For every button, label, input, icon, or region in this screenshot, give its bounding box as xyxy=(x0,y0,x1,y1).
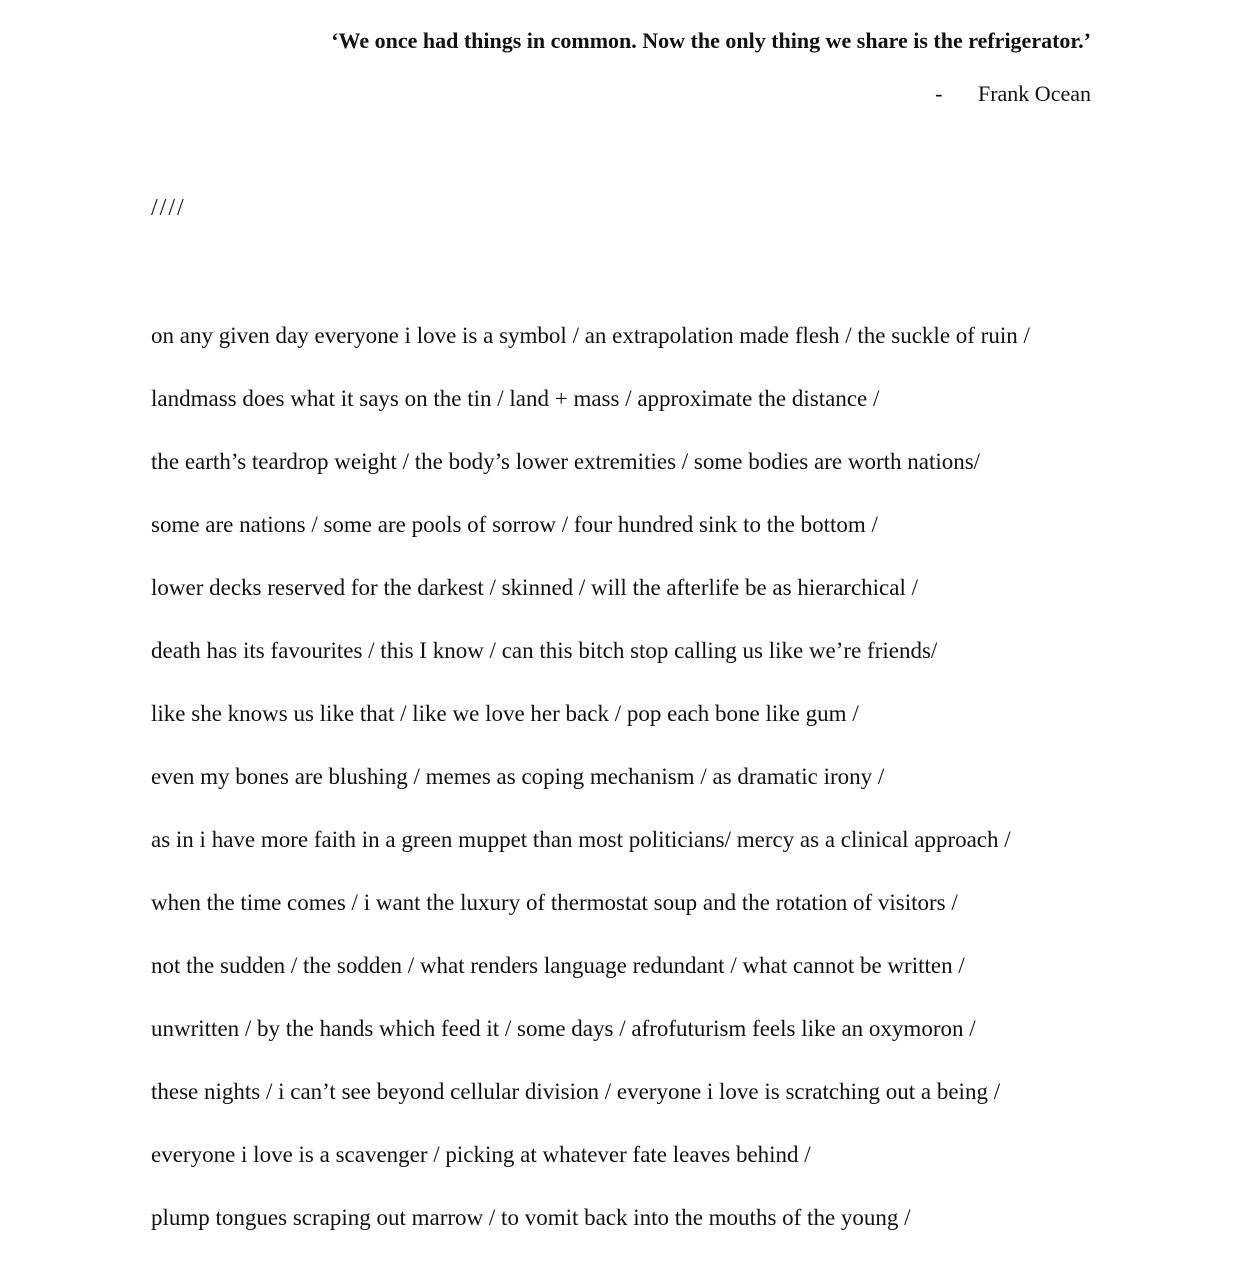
poem-line: unwritten / by the hands which feed it / some days / afrofuturism feels like an oxymoron / xyxy=(151,1016,976,1041)
poem-line: even my bones are blushing / memes as coping mechanism / as dramatic irony / xyxy=(151,764,885,789)
poem-line: everyone i love is a scavenger / picking at whatever fate leaves behind / xyxy=(151,1142,811,1167)
poem-line: when the time comes / i want the luxury of thermostat soup and the rotation of visitors / xyxy=(151,890,958,915)
poem-line: lower decks reserved for the darkest / skinned / will the afterlife be as hierarchical / xyxy=(151,575,918,600)
attribution-dash: - xyxy=(935,81,943,106)
section-mark: //// xyxy=(151,195,186,221)
poem-line: on any given day everyone i love is a symbol / an extrapolation made flesh / the suckle of ruin / xyxy=(151,323,1030,348)
poem-line: plump tongues scraping out marrow / to vomit back into the mouths of the young / xyxy=(151,1205,911,1230)
attribution-author: Frank Ocean xyxy=(977,81,1091,106)
poem-line: as in i have more faith in a green muppet than most politicians/ mercy as a clinical approach / xyxy=(151,827,1011,852)
poem-line: death has its favourites / this I know / can this bitch stop calling us like we’re friends/ xyxy=(151,638,938,663)
poem-line: the earth’s teardrop weight / the body’s lower extremities / some bodies are worth nations/ xyxy=(151,449,981,474)
poem-line: landmass does what it says on the tin / land + mass / approximate the distance / xyxy=(151,386,880,411)
poem-line: not the sudden / the sodden / what renders language redundant / what cannot be written / xyxy=(151,953,965,978)
epigraph-attribution xyxy=(935,81,1091,107)
poem-body xyxy=(151,318,1030,1263)
poem-line: these nights / i can’t see beyond cellular division / everyone i love is scratching out a being / xyxy=(151,1079,1001,1104)
poem-line: like she knows us like that / like we love her back / pop each bone like gum / xyxy=(151,701,859,726)
epigraph-quote: ‘We once had things in common. Now the only thing we share is the refrigerator.’ xyxy=(331,28,1091,53)
poem-line: some are nations / some are pools of sorrow / four hundred sink to the bottom / xyxy=(151,512,878,537)
